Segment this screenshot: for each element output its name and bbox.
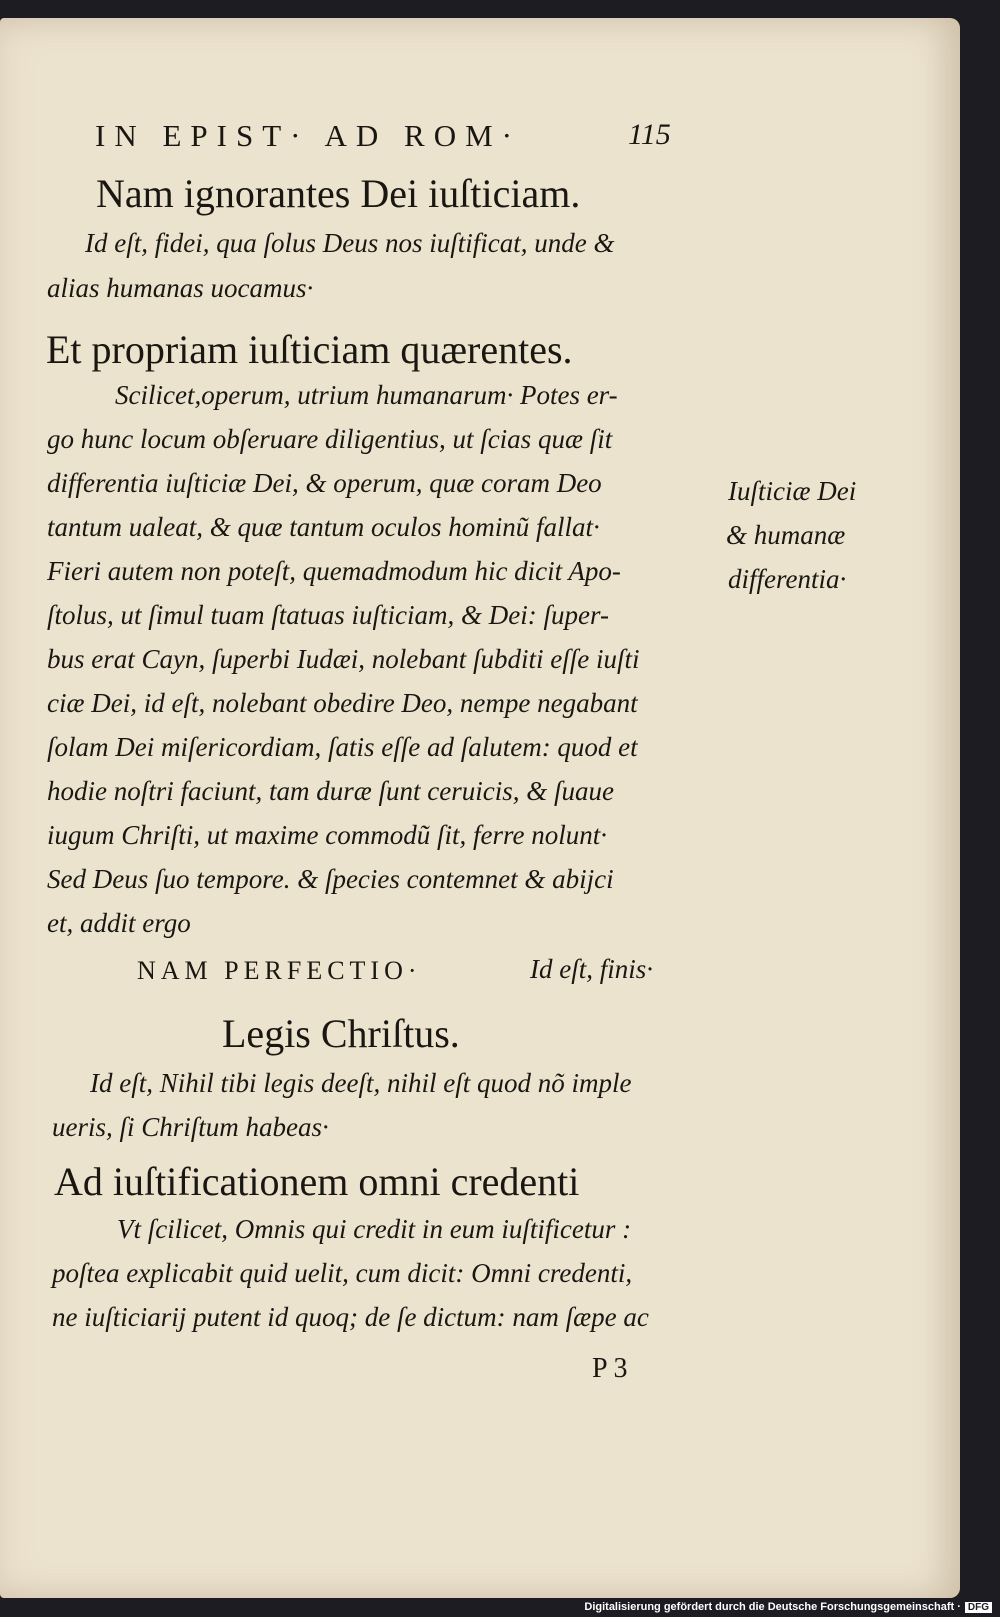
running-head: IN EPIST· AD ROM· [95, 118, 521, 153]
marginal-note-line: differentia· [728, 564, 847, 594]
lemma-heading: Nam ignorantes Dei iuſticiam. [96, 171, 581, 216]
book-page [0, 18, 960, 1598]
text-line: et, addit ergo [47, 908, 191, 938]
footer-credit [584, 1601, 992, 1613]
dfg-logo: DFG [965, 1602, 992, 1613]
text-line: Fieri autem non poteſt, quemadmodum hic dicit Apo- [47, 556, 621, 586]
page-number: 115 [628, 118, 671, 151]
text-line: ſolam Dei miſericordiam, ſatis eſſe ad ſalutem: quod et [47, 732, 638, 762]
text-line: poſtea explicabit quid uelit, cum dicit: Omni credenti, [52, 1258, 633, 1288]
lemma-heading: Et propriam iuſticiam quærentes. [46, 327, 573, 372]
text-line: iugum Chriſti, ut maxime commodũ ſit, ferre nolunt· [47, 820, 607, 850]
caps-lemma: NAM PERFECTIO· [137, 956, 422, 985]
text-line: ciæ Dei, id eſt, nolebant obedire Deo, nempe negabant [47, 688, 638, 718]
text-line: go hunc locum obſeruare diligentius, ut ſcias quæ ſit [47, 424, 613, 454]
marginal-note-line: Iuſticiæ Dei [728, 476, 857, 506]
lemma-heading: Ad iuſtificationem omni credenti [54, 1159, 580, 1204]
text-line: Id eſt, Nihil tibi legis deeſt, nihil eſt quod nõ imple [90, 1068, 632, 1098]
text-line: alias humanas uocamus· [47, 273, 314, 303]
text-line: Vt ſcilicet, Omnis qui credit in eum iuſtificetur : [117, 1214, 632, 1244]
lemma-heading: Legis Chriſtus. [222, 1011, 460, 1056]
text-line: ſtolus, ut ſimul tuam ſtatuas iuſticiam, & Dei: ſuper- [47, 600, 609, 630]
text-line: Id eſt, finis· [530, 954, 653, 984]
text-line: Sed Deus ſuo tempore. & ſpecies contemnet & abijci [47, 864, 614, 894]
signature-mark: P 3 [592, 1353, 628, 1384]
text-line: Scilicet,operum, utrium humanarum· Potes er- [115, 380, 618, 410]
text-line: differentia iuſticiæ Dei, & operum, quæ coram Deo [47, 468, 602, 498]
text-line: hodie noſtri faciunt, tam duræ ſunt ceruicis, & ſuaue [47, 776, 614, 806]
marginal-note-line: & humanæ [726, 520, 846, 550]
text-line: ueris, ſi Chriſtum habeas· [52, 1112, 329, 1142]
text-line: ne iuſticiarij putent id quoq; de ſe dictum: nam ſæpe ac [52, 1302, 649, 1332]
text-line: bus erat Cayn, ſuperbi Iudæi, nolebant ſubditi eſſe iuſti [47, 644, 640, 674]
footer-text: Digitalisierung gefördert durch die Deutsche Forschungsgemeinschaft · [584, 1601, 961, 1613]
text-line: tantum ualeat, & quæ tantum oculos hominũ fallat· [47, 512, 600, 542]
text-line: Id eſt, fidei, qua ſolus Deus nos iuſtificat, unde & [85, 228, 615, 258]
